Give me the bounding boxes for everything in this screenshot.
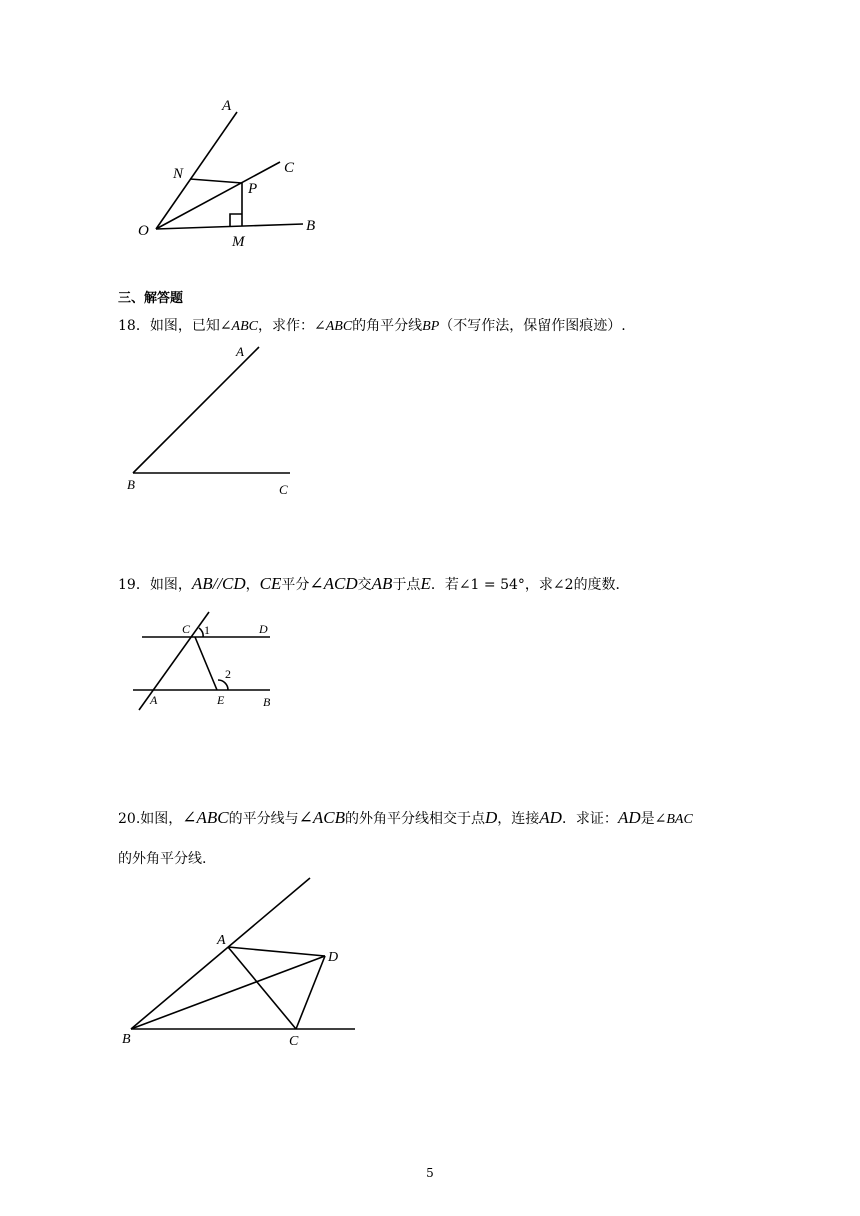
q18-bp: BP <box>422 319 440 334</box>
q20-angle-abc: ∠ABC <box>182 808 229 827</box>
label-a: A <box>217 933 226 948</box>
label-b: B <box>306 218 316 234</box>
label-b: B <box>263 695 271 709</box>
label-a: A <box>222 98 232 114</box>
q19-given-angle: ∠1 = 54° <box>458 577 525 593</box>
q19-ce: CE <box>259 574 282 593</box>
q20-ad-2: AD <box>617 808 641 827</box>
label-p: P <box>248 181 258 197</box>
q19-ab-parallel-cd: AB//CD <box>191 574 246 593</box>
q20-text-4: ，连接 <box>497 811 540 827</box>
label-a: A <box>236 344 244 359</box>
q19-number: 19． <box>118 577 150 593</box>
q19-text-6: ．若 <box>430 577 459 593</box>
q20-text-6: 是 <box>640 811 655 827</box>
label-n: N <box>173 166 184 182</box>
section-title: 三、解答题 <box>118 291 184 306</box>
q19-text-1: 如图， <box>149 577 192 593</box>
label-o: O <box>138 223 149 239</box>
q20-ad: AD <box>539 808 562 827</box>
q19-text-5: 于点 <box>392 577 421 593</box>
q19-angle-acd: ∠ACD <box>309 574 358 593</box>
label-1: 1 <box>204 623 210 637</box>
page-number: 5 <box>426 1166 434 1180</box>
question-20-line-2: 的外角平分线. <box>118 851 207 867</box>
label-2: 2 <box>225 667 231 681</box>
q19-text-3: 平分 <box>281 577 310 593</box>
q20-number: 20. <box>118 811 141 827</box>
q18-angle-abc: ∠ABC <box>219 319 258 334</box>
q20-angle-acb: ∠ACB <box>298 808 345 827</box>
q18-number: 18． <box>118 318 150 334</box>
label-m: M <box>232 234 245 250</box>
q19-text-7: ，求 <box>524 577 553 593</box>
q18-text-1: 如图，已知 <box>149 318 220 334</box>
q19-ab: AB <box>371 574 393 593</box>
q19-angle-2: ∠2 <box>552 577 574 593</box>
q20-text-3: 的外角平分线相交于点 <box>344 811 485 827</box>
q19-text-4: 交 <box>357 577 372 593</box>
q18-text-4: （不写作法，保留作图痕迹）. <box>439 318 626 334</box>
label-b: B <box>127 477 135 492</box>
label-a: A <box>150 693 158 707</box>
q18-text-3: 的角平分线 <box>352 318 423 334</box>
q18-text-2: ，求作： <box>258 318 314 334</box>
label-e: E <box>217 693 225 707</box>
label-c: C <box>289 1034 299 1049</box>
label-c: C <box>279 482 288 497</box>
q20-d: D <box>484 808 498 827</box>
q20-text-1: 如图， <box>140 811 183 827</box>
label-c: C <box>182 622 191 636</box>
q20-angle-bac: ∠BAC <box>654 812 693 827</box>
q19-text-8: 的度数． <box>573 577 630 593</box>
label-b: B <box>122 1032 131 1047</box>
label-c: C <box>284 160 295 176</box>
label-d: D <box>328 950 339 965</box>
q19-text-2: ， <box>245 577 260 593</box>
q20-text-5: ．求证： <box>561 811 618 827</box>
q18-angle-abc-2: ∠ABC <box>314 319 353 334</box>
label-d: D <box>259 622 268 636</box>
q19-e: E <box>420 574 431 593</box>
q20-text-2: 的平分线与 <box>228 811 299 827</box>
